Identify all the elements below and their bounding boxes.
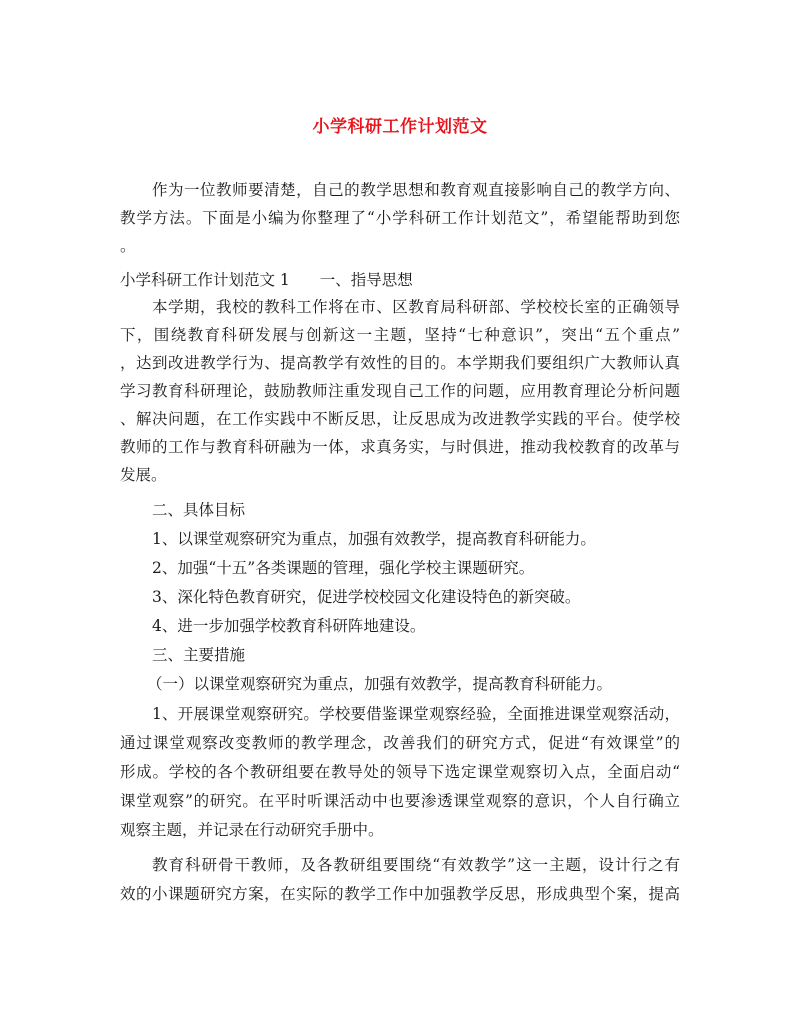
section3-para1-line-4: 课堂观察”的研究。在平时听课活动中也要渗透课堂观察的意识，个人自行确立: [120, 792, 680, 810]
section1-line-5: 、解决问题，在工作实践中不断反思，让反思成为改进教学实践的平台。使学校: [120, 410, 680, 428]
intro-line-1: 作为一位教师要清楚，自己的教学思想和教育观直接影响自己的教学方向、: [152, 181, 680, 199]
section3-heading: 三、主要措施: [152, 646, 246, 664]
section1-line-3: ，达到改进教学行为、提高教学有效性的目的。本学期我们要组织广大教师认真: [120, 354, 680, 372]
section2-item-3: 3、深化特色教育研究，促进学校校园文化建设特色的新突破。: [152, 588, 581, 606]
section3-para1-line-2: 通过课堂观察改变教师的教学理念，改善我们的研究方式，促进“有效课堂”的: [120, 734, 680, 752]
section2-item-4: 4、进一步加强学校教育科研阵地建设。: [152, 617, 426, 635]
intro-line-3: 。: [120, 237, 136, 255]
section1-heading-left: 小学科研工作计划范文 1: [120, 271, 290, 289]
section3-para2-line-2: 效的小课题研究方案，在实际的教学工作中加强教学反思，形成典型个案，提高: [120, 885, 680, 903]
section2-item-2: 2、加强“十五”各类课题的管理，强化学校主课题研究。: [152, 559, 535, 577]
section3-para1-line-3: 形成。学校的各个教研组要在教导处的领导下选定课堂观察切入点，全面启动“: [120, 763, 680, 781]
section1-line-4: 学习教育科研理论，鼓励教师注重发现自己工作的问题，应用教育理论分析问题: [120, 382, 680, 400]
intro-line-2: 教学方法。下面是小编为你整理了“小学科研工作计划范文”，希望能帮助到您: [120, 209, 680, 227]
section3-sub1: （一）以课堂观察研究为重点，加强有效教学，提高教育科研能力。: [147, 675, 613, 693]
document-title: 小学科研工作计划范文: [312, 117, 488, 137]
section2-item-1: 1、以课堂观察研究为重点，加强有效教学，提高教育科研能力。: [152, 530, 596, 548]
section3-para1-line-1: 1、开展课堂观察研究。学校要借鉴课堂观察经验，全面推进课堂观察活动，: [152, 705, 680, 723]
section3-para2-line-1: 教育科研骨干教师，及各教研组要围绕“有效教学”这一主题，设计行之有: [152, 856, 680, 874]
section1-line-2: 下，围绕教育科研发展与创新这一主题，坚持“七种意识”，突出“五个重点”: [120, 326, 680, 344]
section1-line-7: 发展。: [120, 466, 167, 484]
section1-line-6: 教师的工作与教育科研融为一体，求真务实，与时俱进，推动我校教育的改革与: [120, 438, 680, 456]
section1-heading-right: 一、指导思想: [319, 271, 413, 289]
section1-line-1: 本学期，我校的教科工作将在市、区教育局科研部、学校校长室的正确领导: [152, 298, 680, 316]
section3-para1-line-5: 观察主题，并记录在行动研究手册中。: [120, 821, 384, 839]
section2-heading: 二、具体目标: [152, 501, 246, 519]
section1-heading: [120, 270, 680, 290]
